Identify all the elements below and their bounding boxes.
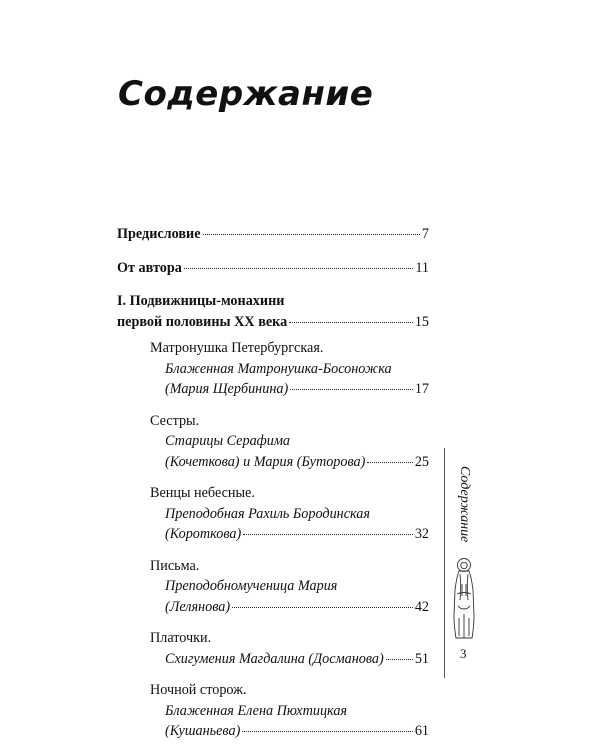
toc-subentry-subtitle: Схигумения Магдалина (Досманова) (165, 650, 384, 667)
margin-rule (444, 448, 445, 678)
dot-leader (184, 268, 414, 269)
toc-subentry[interactable] (117, 338, 429, 400)
toc-entry-preface[interactable] (117, 224, 429, 245)
toc-subentry[interactable] (117, 556, 429, 618)
toc-entry-part-1[interactable] (117, 291, 429, 332)
toc-subentry[interactable] (117, 680, 429, 742)
toc-subentry-subtitle: Блаженная Матронушка-Босоножка (165, 360, 392, 377)
dot-leader (242, 731, 413, 732)
toc-subentry-title: Матронушка Петербургская. (150, 340, 324, 356)
toc-page-number: 15 (414, 313, 429, 330)
dot-leader (290, 389, 413, 390)
toc-subentry-title: Письма. (150, 557, 200, 574)
toc-subentry-subtitle-cont: (Мария Щербинина) (165, 381, 289, 397)
toc-subentry-subtitle-cont: (Лелянова) (165, 598, 231, 615)
dot-leader (232, 607, 413, 608)
toc-page-number: 32 (414, 526, 429, 542)
toc-subentry-title: Венцы небесные. (150, 485, 255, 501)
toc-subentry-subtitle: Блаженная Елена Пюхтицкая (165, 702, 348, 719)
running-title: Содержание (457, 466, 472, 543)
toc-page-number: 61 (414, 723, 429, 739)
toc-subentry-subtitle: Старицы Серафима (165, 433, 290, 449)
toc-page-number: 51 (414, 650, 429, 667)
toc-page-number: 11 (415, 259, 429, 276)
toc-page-number: 17 (414, 381, 429, 397)
toc-entry-label-cont: первой половины XX века (117, 313, 288, 330)
toc-subentry-subtitle: Преподобномученица Мария (165, 578, 338, 594)
saint-icon (449, 556, 479, 640)
toc-subentry-subtitle: Преподобная Рахиль Бородинская (165, 505, 370, 522)
table-of-contents (117, 224, 429, 742)
toc-subentry-title: Сестры. (150, 412, 200, 429)
toc-subentry-title: Ночной сторож. (150, 682, 247, 698)
toc-page-number: 42 (414, 598, 429, 615)
dot-leader (203, 234, 420, 235)
toc-entry-label: I. Подвижницы-монахини (117, 293, 285, 309)
page-number: 3 (460, 646, 467, 661)
toc-subentry[interactable] (117, 628, 429, 669)
toc-entry-label: От автора (117, 259, 182, 276)
toc-page-number: 25 (414, 453, 429, 470)
toc-entry-label: Предисловие (117, 226, 201, 242)
dot-leader (367, 462, 412, 463)
toc-subentry[interactable] (117, 411, 429, 473)
toc-subentry-subtitle-cont: (Кочеткова) и Мария (Буторова) (165, 453, 366, 470)
toc-subentry-subtitle-cont: (Короткова) (165, 526, 242, 542)
dot-leader (243, 534, 413, 535)
toc-subentry[interactable] (117, 483, 429, 545)
dot-leader (289, 322, 413, 323)
toc-page-number: 7 (421, 226, 429, 242)
dot-leader (386, 659, 413, 660)
toc-subentry-title: Платочки. (150, 630, 212, 646)
page-title: Содержание (118, 74, 374, 114)
toc-subentry-subtitle-cont: (Кушаньева) (165, 723, 241, 739)
toc-entry-from-author[interactable] (117, 258, 429, 279)
